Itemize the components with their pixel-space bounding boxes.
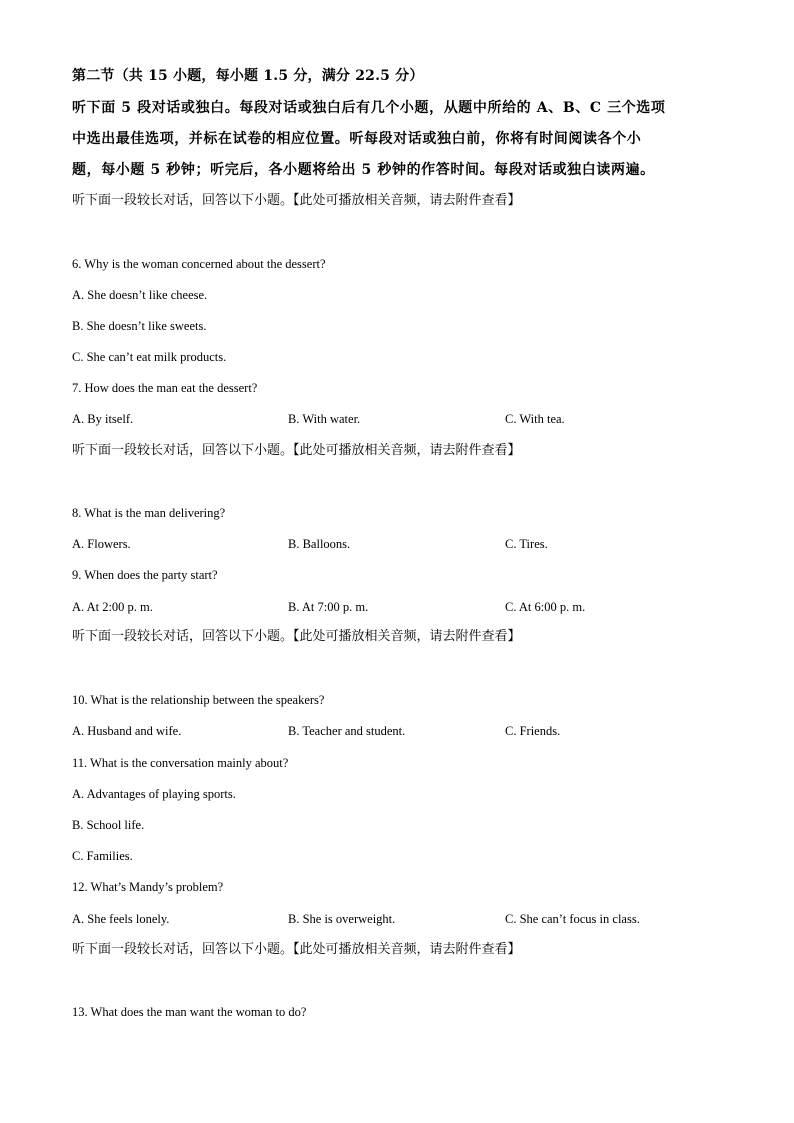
- audio-note-4[interactable]: 听下面一段较长对话，回答以下小题。【此处可播放相关音频，请去附件查看】: [72, 942, 521, 957]
- q8-option-c: C. Tires.: [505, 537, 548, 551]
- q8-options: [72, 536, 722, 552]
- audio-note-1[interactable]: 听下面一段较长对话，回答以下小题。【此处可播放相关音频，请去附件查看】: [72, 193, 521, 208]
- q6-option-b: B. She doesn’t like sweets.: [72, 319, 207, 333]
- question-7: 7. How does the man eat the dessert?: [72, 381, 258, 395]
- audio-note-2[interactable]: 听下面一段较长对话，回答以下小题。【此处可播放相关音频，请去附件查看】: [72, 443, 521, 458]
- q12-option-a: A. She feels lonely.: [72, 912, 170, 926]
- q7-options: [72, 411, 722, 427]
- question-10: 10. What is the relationship between the speakers?: [72, 693, 325, 707]
- section-title: 第二节（共 15 小题，每小题 1.5 分，满分 22.5 分）: [72, 68, 424, 84]
- instructions-line-3: 题，每小题 5 秒钟；听完后，各小题将给出 5 秒钟的作答时间。每段对话或独白读两遍。: [72, 162, 655, 178]
- q9-option-a: A. At 2:00 p. m.: [72, 600, 153, 614]
- q6-option-a: A. She doesn’t like cheese.: [72, 288, 208, 302]
- q7-option-a: A. By itself.: [72, 412, 134, 426]
- q10-option-a: A. Husband and wife.: [72, 724, 182, 738]
- q11-option-a: A. Advantages of playing sports.: [72, 787, 236, 801]
- audio-note-3[interactable]: 听下面一段较长对话，回答以下小题。【此处可播放相关音频，请去附件查看】: [72, 629, 521, 644]
- q12-option-b: B. She is overweight.: [288, 912, 396, 926]
- q11-option-b: B. School life.: [72, 818, 145, 832]
- q12-option-c: C. She can’t focus in class.: [505, 912, 640, 926]
- question-8: 8. What is the man delivering?: [72, 506, 226, 520]
- q7-option-c: C. With tea.: [505, 412, 565, 426]
- instructions-line-2: 中选出最佳选项，并标在试卷的相应位置。听每段对话或独白前，你将有时间阅读各个小: [72, 131, 642, 147]
- q8-option-b: B. Balloons.: [288, 537, 351, 551]
- question-6: 6. Why is the woman concerned about the dessert?: [72, 257, 326, 271]
- instructions-line-1: 听下面 5 段对话或独白。每段对话或独白后有几个小题，从题中所给的 A、B、C 三个选项: [72, 100, 666, 116]
- q9-option-b: B. At 7:00 p. m.: [288, 600, 369, 614]
- question-12: 12. What’s Mandy’s problem?: [72, 880, 224, 894]
- q10-option-c: C. Friends.: [505, 724, 561, 738]
- question-11: 11. What is the conversation mainly about?: [72, 756, 289, 770]
- q7-option-b: B. With water.: [288, 412, 361, 426]
- q9-options: [72, 599, 722, 615]
- q9-option-c: C. At 6:00 p. m.: [505, 600, 586, 614]
- question-9: 9. When does the party start?: [72, 568, 218, 582]
- q8-option-a: A. Flowers.: [72, 537, 131, 551]
- q6-option-c: C. She can’t eat milk products.: [72, 350, 227, 364]
- q11-option-c: C. Families.: [72, 849, 133, 863]
- q10-options: [72, 723, 722, 739]
- q12-options: [72, 911, 722, 927]
- question-13: 13. What does the man want the woman to do?: [72, 1005, 307, 1019]
- q10-option-b: B. Teacher and student.: [288, 724, 406, 738]
